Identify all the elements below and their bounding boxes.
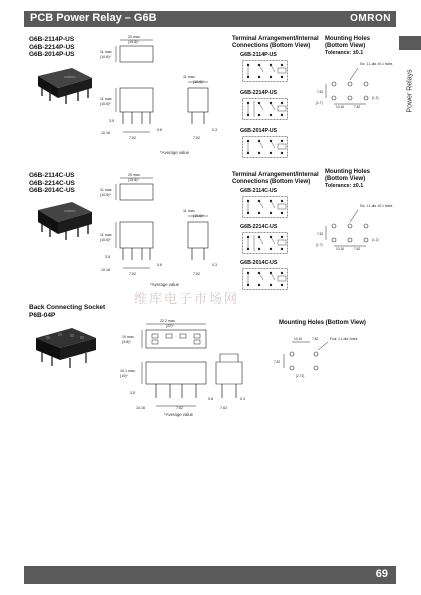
section1-mounting-title: Mounting Holes (Bottom View)	[325, 36, 370, 49]
terminal-model-label: G6B-2214C-US	[240, 224, 278, 230]
model-name: G6B-2114P-US	[29, 36, 75, 43]
page-title: PCB Power Relay – G6B	[30, 12, 157, 24]
terminal-diagram	[242, 60, 288, 82]
dim-pin-width: 0.8	[208, 397, 213, 401]
holes-note: Four, 1.1-dia. holes	[330, 337, 358, 341]
section1-models	[29, 36, 75, 59]
dim-pin-length: 3.5	[109, 119, 114, 123]
section2-mounting-holes	[316, 204, 391, 254]
dim-socket-width: 22.2 max.	[160, 319, 176, 323]
dim-socket-width-avg: (22)*	[166, 324, 174, 328]
model-name: G6B-2014C-US	[29, 187, 75, 195]
dim-side-pitch: 7.62	[220, 406, 227, 410]
dim-hole-pitch-b: 7.62	[354, 247, 361, 251]
model-name: G6B-2214P-US	[29, 43, 75, 51]
dim-thickness: 11 max.	[100, 50, 113, 54]
holes-note: Six, 1.1-dia. ±0.1 holes	[360, 204, 393, 208]
dim-height-avg: (10.6)*	[100, 102, 111, 106]
dim-height-avg: (10.6)*	[100, 238, 111, 242]
side-tab-label: Power Relays	[406, 69, 414, 113]
dim-thickness-avg: (10.6)*	[100, 55, 111, 59]
model-name: G6B-2214C-US	[29, 179, 75, 187]
dim-hole-pitch-b: 7.62	[354, 105, 361, 109]
page-header	[24, 11, 396, 27]
section1-mounting-holes	[316, 62, 391, 112]
dim-row-spacing: 7.62	[317, 232, 324, 236]
terminal-model-label: G6B-2014C-US	[240, 260, 278, 266]
page-footer	[24, 566, 396, 584]
dim-row-spacing: 7.62	[317, 90, 324, 94]
terminal-diagram	[242, 232, 288, 254]
socket-mounting-title: Mounting Holes (Bottom View)	[279, 320, 366, 326]
terminal-diagram	[242, 196, 288, 218]
dim-side-width: 11 max.	[183, 209, 196, 213]
dim-edge-left: (1.7)	[316, 243, 323, 247]
dim-socket-depth-avg: (9.8)*	[122, 340, 131, 344]
dim-hole-pitch-a: 10.16	[336, 247, 344, 251]
model-name: G6B-2014P-US	[29, 51, 75, 59]
socket-mounting-holes	[272, 336, 367, 386]
section1-terminal-title: Terminal Arrangement/Internal Connections (Bottom View)	[232, 36, 319, 49]
dim-side-width: 11 max.	[183, 75, 196, 79]
average-note: *Average value	[150, 282, 180, 287]
dim-height: 11 max.	[100, 233, 113, 237]
dim-side-pitch: 7.62	[193, 136, 200, 140]
dim-hole-pitch-b: 7.62	[312, 337, 319, 341]
socket-dimension-drawing	[116, 318, 246, 426]
socket-title: Back Connecting Socket P6B-04P	[29, 304, 106, 319]
model-name: G6B-2114C-US	[29, 172, 75, 179]
dim-height: 11 max.	[100, 97, 113, 101]
terminal-diagram	[242, 136, 288, 158]
dim-pitch-a: 10.16	[101, 131, 110, 135]
dim-thickness: 11 max.	[100, 188, 113, 192]
dim-side-width-avg: (10.6)*	[193, 80, 204, 84]
dim-side-width-avg: (10.6)*	[193, 214, 204, 218]
dim-socket-height: 10.1 max.	[120, 369, 136, 373]
average-note: *Average value	[164, 412, 194, 417]
dim-pin-thickness: 0.3	[212, 128, 217, 132]
section1-dimension-drawing	[95, 34, 225, 154]
relay-photo	[30, 64, 100, 110]
dim-side-pitch: 7.62	[193, 272, 200, 276]
dim-pitch-b: 7.62	[129, 136, 136, 140]
terminal-diagram	[242, 268, 288, 290]
dim-pin-width: 0.6	[157, 128, 162, 132]
tolerance-note: Tolerance: ±0.1	[325, 50, 364, 56]
dim-pin-length: 3.5	[105, 255, 110, 259]
dim-pitch-a: 10.16	[136, 406, 145, 410]
tolerance-note: Tolerance: ±0.1	[325, 183, 364, 189]
dim-pin-thickness: 0.3	[212, 263, 217, 267]
dim-pitch-b: 7.62	[176, 406, 183, 410]
dim-pin-thickness: 0.4	[240, 397, 245, 401]
section2-models	[29, 172, 75, 195]
svg-text:OMRON: OMRON	[64, 209, 76, 213]
section2-mounting-title: Mounting Holes (Bottom View)	[325, 169, 370, 182]
terminal-model-label: G6B-2114P-US	[240, 52, 277, 58]
dim-socket-height-avg: (10)*	[120, 374, 128, 378]
dim-hole-pitch-a: 10.16	[336, 105, 344, 109]
dim-width: 20 max.	[128, 35, 141, 39]
section2-terminal-title: Terminal Arrangement/Internal Connections (Bottom View)	[232, 172, 319, 185]
dim-socket-depth: 10 max.	[122, 335, 135, 339]
dim-edge-right: (1.2)	[372, 238, 379, 242]
terminal-model-label: G6B-2114C-US	[240, 188, 278, 194]
dim-edge-right: (1.2)	[372, 96, 379, 100]
terminal-diagram	[242, 98, 288, 120]
dim-pitch-a: 10.16	[101, 268, 110, 272]
side-tab-marker	[399, 36, 421, 50]
dim-edge-left: (1.7)	[316, 101, 323, 105]
page-number: 69	[375, 568, 388, 580]
dim-pin-length: 3.5	[130, 391, 135, 395]
relay-photo	[30, 196, 100, 246]
dim-thickness-avg: (10.6)*	[100, 193, 111, 197]
dim-width: 20 max.	[128, 173, 141, 177]
watermark: 维库电子市场网	[134, 291, 240, 306]
section2-dimension-drawing	[95, 172, 225, 287]
dim-row-spacing: 7.62	[274, 360, 281, 364]
dim-pitch-b: 7.62	[129, 272, 136, 276]
holes-note: Six, 1.1-dia. ±0.1 holes	[360, 62, 393, 66]
dim-edge-offset: (2.71)	[296, 374, 305, 378]
dim-hole-pitch-a: 10.16	[294, 337, 302, 341]
terminal-model-label: G6B-2014P-US	[240, 128, 278, 134]
socket-photo	[30, 322, 105, 372]
average-note: *Average value	[160, 150, 190, 155]
dim-pin-width: 0.6	[157, 263, 162, 267]
dim-width-avg: (19.8)*	[128, 178, 139, 182]
terminal-model-label: G6B-2214P-US	[240, 90, 278, 96]
svg-text:OMRON: OMRON	[64, 75, 76, 79]
dim-width-avg: (19.8)*	[128, 40, 139, 44]
omron-logo: OMRON	[350, 13, 391, 24]
